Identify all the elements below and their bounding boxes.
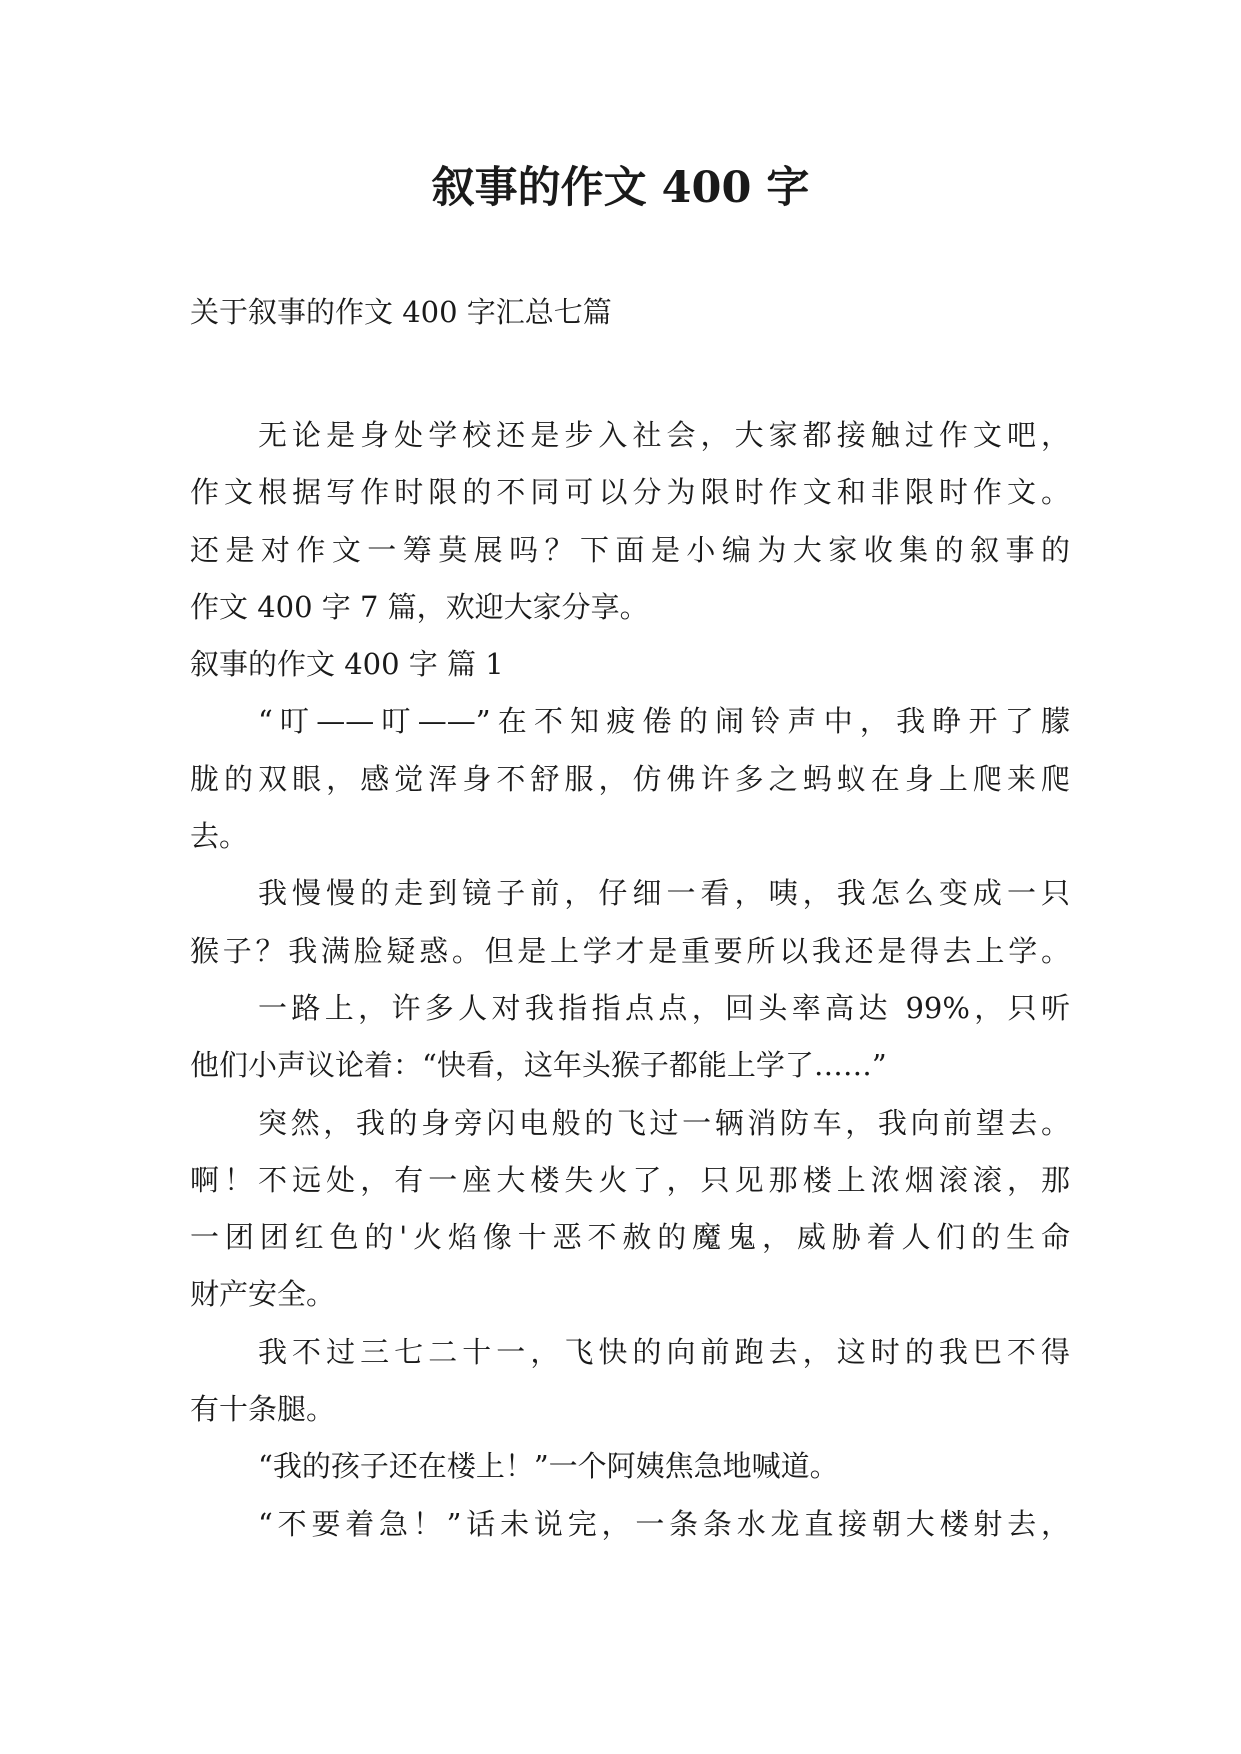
text-line: 作文 400 字 7 篇，欢迎大家分享。 xyxy=(190,589,649,624)
text-line: 一团团红色的'火焰像十恶不赦的魔鬼，威胁着人们的生命 xyxy=(190,1220,1070,1255)
text-line: 去。 xyxy=(190,819,249,854)
text-line: 我不过三七二十一，飞快的向前跑去，这时的我巴不得 xyxy=(258,1334,1070,1369)
text-line: 还是对作文一筹莫展吗？下面是小编为大家收集的叙事的 xyxy=(190,532,1070,567)
text-line: “不要着急！”话未说完，一条条水龙直接朝大楼射去， xyxy=(258,1506,1070,1541)
text-line: 他们小声议论着：“快看，这年头猴子都能上学了……” xyxy=(190,1048,887,1083)
text-line: 啊！不远处，有一座大楼失火了，只见那楼上浓烟滚滚，那 xyxy=(190,1162,1070,1197)
text-line: “我的孩子还在楼上！”一个阿姨焦急地喊道。 xyxy=(258,1449,839,1484)
text-line: 无论是身处学校还是步入社会，大家都接触过作文吧， xyxy=(258,418,1070,452)
text-line: 一路上，许多人对我指指点点，回头率高达 99%，只听 xyxy=(258,990,1070,1025)
text-line: 我慢慢的走到镜子前，仔细一看，咦，我怎么变成一只 xyxy=(258,876,1070,911)
text-line: 叙事的作文 400 字 篇 1 xyxy=(190,647,504,682)
document-body xyxy=(190,407,1070,1553)
text-line: “叮——叮——”在不知疲倦的闹铃声中，我睁开了朦 xyxy=(258,704,1070,739)
text-line: 猴子？我满脸疑惑。但是上学才是重要所以我还是得去上学。 xyxy=(190,933,1070,968)
text-line: 胧的双眼，感觉浑身不舒服，仿佛许多之蚂蚁在身上爬来爬 xyxy=(190,761,1070,796)
text-line: 财产安全。 xyxy=(190,1277,336,1312)
text-line: 突然，我的身旁闪电般的飞过一辆消防车，我向前望去。 xyxy=(258,1105,1070,1140)
text-line: 作文根据写作时限的不同可以分为限时作文和非限时作文。 xyxy=(190,475,1070,510)
document-title: 叙事的作文 400 字 xyxy=(431,163,810,213)
text-line: 有十条腿。 xyxy=(190,1392,336,1427)
document-subtitle: 关于叙事的作文 400 字汇总七篇 xyxy=(190,295,612,329)
